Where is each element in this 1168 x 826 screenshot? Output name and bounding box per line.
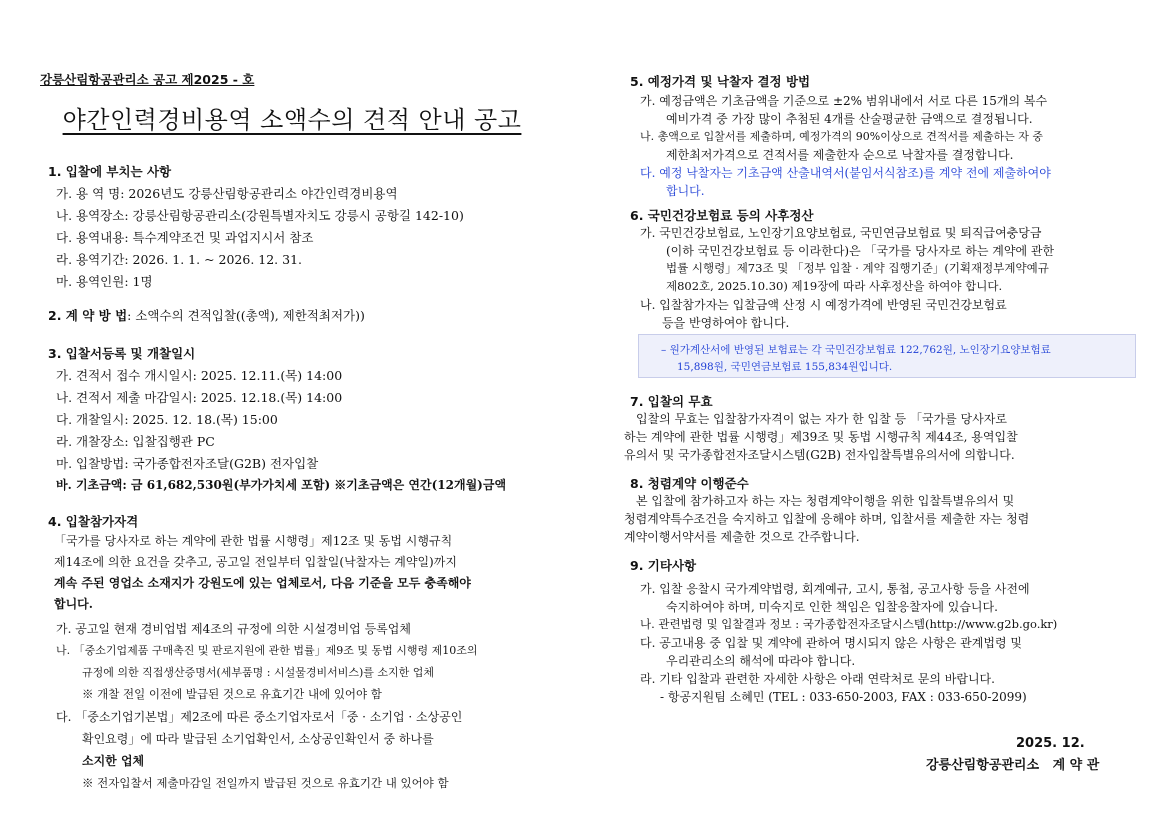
section-3-item: 라. 개찰장소: 입찰집행관 PC <box>56 434 215 449</box>
section-9-item: 나. 관련법령 및 입찰결과 정보 : 국가종합전자조달시스템(http://www.g2b.go.kr) <box>640 617 1058 631</box>
notice-number: 강릉산림항공관리소 공고 제2025 - 호 <box>40 72 255 87</box>
section-6-item: 등을 반영하여야 합니다. <box>662 316 790 330</box>
section-6-heading: 6. 국민건강보험료 등의 사후정산 <box>630 208 814 223</box>
section-4-item: 다. 「중소기업기본법」제2조에 따른 중소기업자로서「중 · 소기업 · 소상공인 <box>56 710 463 724</box>
section-6-item: (이하 국민건강보험료 등 이라한다)은 「국가를 당사자로 하는 계약에 관한 <box>666 244 1055 258</box>
section-5-item: 예비가격 중 가장 많이 추첨된 4개를 산술평균한 금액으로 결정됩니다. <box>666 112 1033 126</box>
section-7-para: 하는 계약에 관한 법률 시행령」제39조 및 동법 시행규칙 제44조, 용역입찰 <box>624 430 1018 444</box>
section-4-para: 합니다. <box>54 597 93 611</box>
section-2-heading: 2. 계 약 방 법 <box>48 308 128 323</box>
page-title: 야간인력경비용역 소액수의 견적 안내 공고 <box>62 106 522 134</box>
insurance-note-line: 15,898원, 국민연금보험료 155,834원입니다. <box>677 361 893 373</box>
section-4-para: 「국가를 당사자로 하는 계약에 관한 법률 시행령」제12조 및 동법 시행규칙 <box>54 534 453 548</box>
section-5-item: 다. 예정 낙찰자는 기초금액 산출내역서(붙임서식참조)를 계약 전에 제출하여야 <box>640 166 1051 180</box>
section-7-heading: 7. 입찰의 무효 <box>630 394 713 409</box>
section-9-item: 다. 공고내용 중 입찰 및 계약에 관하여 명시되지 않은 사항은 관계법령 및 <box>640 636 1022 650</box>
section-5-item: 가. 예정금액은 기초금액을 기준으로 ±2% 범위내에서 서로 다른 15개의 복수 <box>640 94 1048 108</box>
section-4-item: 규정에 의한 직접생산증명서(세부품명 : 시설물경비서비스)를 소지한 업체 <box>82 666 435 679</box>
base-price: 바. 기초금액: 금 61,682,530원(부가가치세 포함) ※기초금액은 연간(12개월)금액 <box>56 478 507 492</box>
section-4-item: 나. 「중소기업제품 구매촉진 및 판로지원에 관한 법률」제9조 및 동법 시행령 제10조의 <box>56 644 478 657</box>
section-9-item: - 항공지원팀 소혜민 (TEL : 033-650-2003, FAX : 033-650-2099) <box>660 690 1027 704</box>
section-1-item: 나. 용역장소: 강릉산림항공관리소(강원특별자치도 강릉시 공항길 142-10) <box>56 208 464 223</box>
section-3-item: 가. 견적서 접수 개시일시: 2025. 12.11.(목) 14:00 <box>56 368 343 383</box>
section-4-item: 가. 공고일 현재 경비업법 제4조의 규정에 의한 시설경비업 등록업체 <box>56 622 411 636</box>
footer-signer: 강릉산림항공관리소 계 약 관 <box>926 758 1100 773</box>
insurance-note-box <box>638 334 1136 378</box>
section-8-heading: 8. 청렴계약 이행준수 <box>630 476 749 491</box>
section-3-item: 마. 입찰방법: 국가종합전자조달(G2B) 전자입찰 <box>56 456 319 471</box>
section-4-item: ※ 개찰 전일 이전에 발급된 것으로 유효기간 내에 있어야 함 <box>82 687 382 701</box>
section-6-item: 법률 시행령」제73조 및 「정부 입찰 · 계약 집행기준」(기획재정부계약예규 <box>666 261 1049 275</box>
section-7-para: 입찰의 무효는 입찰참가자격이 없는 자가 한 입찰 등 「국가를 당사자로 <box>636 412 1007 426</box>
section-4-para: 계속 주된 영업소 소재지가 강원도에 있는 업체로서, 다음 기준을 모두 충족해야 <box>54 576 471 590</box>
section-1-item: 라. 용역기간: 2026. 1. 1. ~ 2026. 12. 31. <box>56 252 303 267</box>
section-8-para: 계약이행서약서를 제출한 것으로 간주합니다. <box>624 530 860 544</box>
section-3-item: 다. 개찰일시: 2025. 12. 18.(목) 15:00 <box>56 412 278 427</box>
section-4-para: 제14조에 의한 요건을 갖추고, 공고일 전일부터 입찰일(낙찰자는 계약일)까지 <box>54 555 457 569</box>
section-4-item: 소지한 업체 <box>82 754 145 768</box>
section-9-item: 가. 입찰 응찰시 국가계약법령, 회계예규, 고시, 통첩, 공고사항 등을 사전에 <box>640 582 1030 596</box>
section-5-heading: 5. 예정가격 및 낙찰자 결정 방법 <box>630 74 811 89</box>
section-1-item: 가. 용 역 명: 2026년도 강릉산림항공관리소 야간인력경비용역 <box>56 186 398 201</box>
section-4-heading: 4. 입찰참가자격 <box>48 514 139 529</box>
section-2-text: : 소액수의 견적입찰((총액), 제한적최저가)) <box>127 308 365 323</box>
section-4-item: 확인요령」에 따라 발급된 소기업확인서, 소상공인확인서 중 하나를 <box>82 732 434 746</box>
section-7-para: 유의서 및 국가종합전자조달시스템(G2B) 전자입찰특별유의서에 의합니다. <box>624 448 1015 462</box>
section-9-item: 우리관리소의 해석에 따라야 합니다. <box>666 654 856 668</box>
section-6-item: 나. 입찰참가자는 입찰금액 산정 시 예정가격에 반영된 국민건강보험료 <box>640 298 1007 312</box>
section-1-heading: 1. 입찰에 부치는 사항 <box>48 164 172 179</box>
section-8-para: 청렴계약특수조건을 숙지하고 입찰에 응해야 하며, 입찰서를 제출한 자는 청렴 <box>624 512 1030 526</box>
section-3-item: 나. 견적서 제출 마감일시: 2025. 12.18.(목) 14:00 <box>56 390 343 405</box>
section-1-item: 다. 용역내용: 특수계약조건 및 과업지시서 참조 <box>56 230 314 245</box>
section-6-item: 가. 국민건강보험료, 노인장기요양보험료, 국민연금보험료 및 퇴직급여충당금 <box>640 226 1042 240</box>
section-5-item: 나. 총액으로 입찰서를 제출하며, 예정가격의 90%이상으로 견적서를 제출하는 자 중 <box>640 130 1043 143</box>
section-4-item: ※ 전자입찰서 제출마감일 전일까지 발급된 것으로 유효기간 내 있어야 함 <box>82 776 449 790</box>
section-8-para: 본 입찰에 참가하고자 하는 자는 청렴계약이행을 위한 입찰특별유의서 및 <box>636 494 1015 508</box>
section-5-item: 합니다. <box>666 184 705 198</box>
footer-date: 2025. 12. <box>1016 736 1085 751</box>
section-1-item: 마. 용역인원: 1명 <box>56 274 153 289</box>
section-9-item: 라. 기타 입찰과 관련한 자세한 사항은 아래 연락처로 문의 바랍니다. <box>640 672 995 686</box>
section-2 <box>48 306 365 324</box>
section-9-item: 숙지하여야 하며, 미숙지로 인한 책임은 입찰응찰자에 있습니다. <box>666 600 998 614</box>
section-3-heading: 3. 입찰서등록 및 개찰일시 <box>48 346 196 361</box>
insurance-note-line: – 원가계산서에 반영된 보험료는 각 국민건강보험료 122,762원, 노인장기요양보험료 <box>661 344 1051 356</box>
section-9-heading: 9. 기타사항 <box>630 558 697 573</box>
section-6-item: 제802호, 2025.10.30) 제19장에 따라 사후정산을 하여야 합니다. <box>666 279 1003 293</box>
section-5-item: 제한최저가격으로 견적서를 제출한자 순으로 낙찰자를 결정합니다. <box>666 148 1014 162</box>
